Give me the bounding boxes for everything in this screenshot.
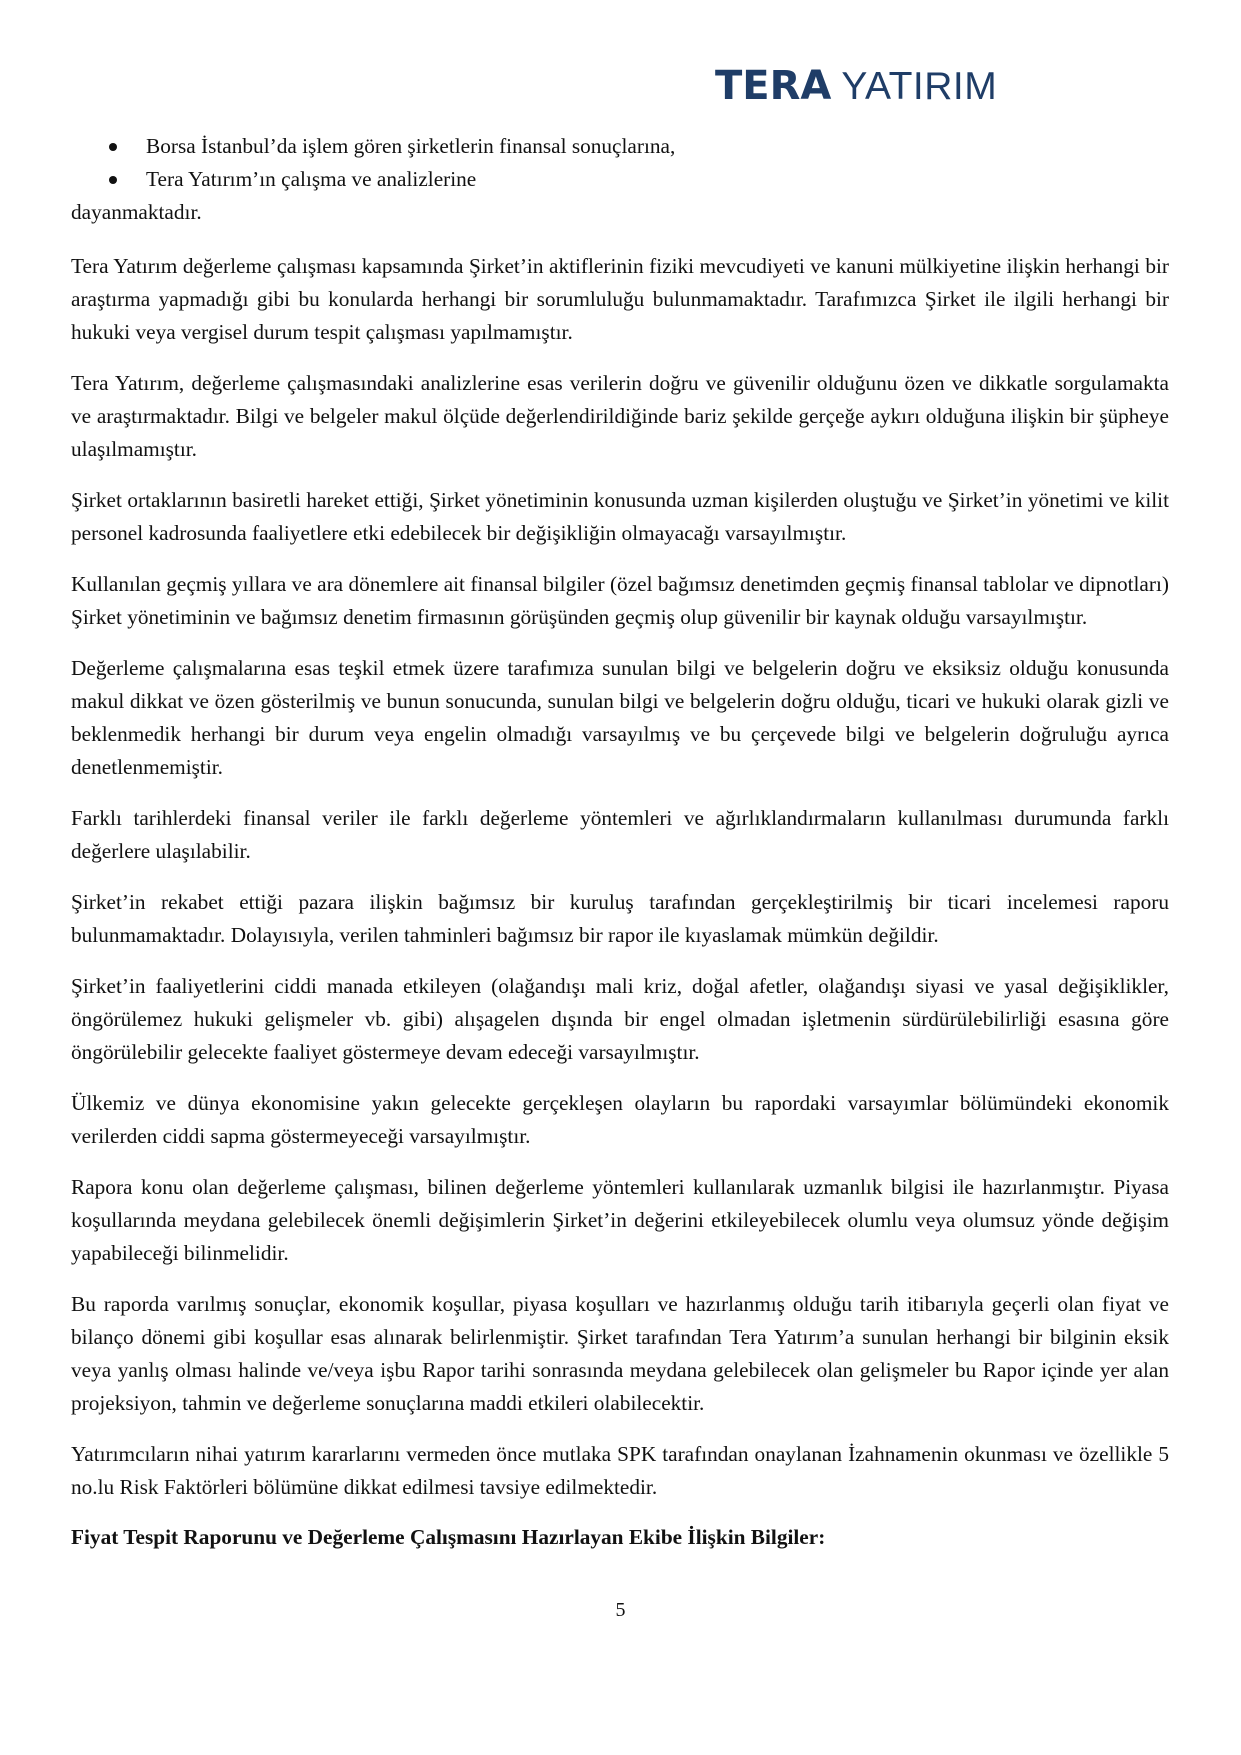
document-body	[71, 130, 1169, 1554]
paragraph-3: Şirket ortaklarının basiretli hareket ettiği, Şirket yönetiminin konusunda uzman kişilerden oluştuğu ve Şirket’in yönetimi ve kilit personel kadrosunda faaliyetlere etki edebilecek bir değişikliğin olmayacağı varsayılmıştır.	[71, 488, 1169, 545]
paragraph-4: Kullanılan geçmiş yıllara ve ara dönemlere ait finansal bilgiler (özel bağımsız denetimden geçmiş finansal tablolar ve dipnotları) Şirket yönetiminin ve bağımsız denetim firmasının görüşünden geçmiş olup güvenilir bir kaynak olduğu varsayılmıştır.	[71, 572, 1169, 629]
paragraph-2: Tera Yatırım, değerleme çalışmasındaki analizlerine esas verilerin doğru ve güvenilir olduğunu özen ve dikkatle sorgulamakta ve araştırmaktadır. Bilgi ve belgeler makul ölçüde değerlendirildiğinde bariz şekilde gerçeğe aykırı olduğuna ilişkin bir şüpheye ulaşılmamıştır.	[71, 371, 1169, 461]
paragraph-12: Yatırımcıların nihai yatırım kararlarını vermeden önce mutlaka SPK tarafından onaylanan İzahnamenin okunması ve özellikle 5 no.lu Risk Faktörleri bölümüne dikkat edilmesi tavsiye edilmektedir.	[71, 1442, 1169, 1499]
bullet-list	[71, 130, 1169, 196]
bullet-list-tail: dayanmaktadır.	[71, 200, 202, 224]
paragraph-5: Değerleme çalışmalarına esas teşkil etmek üzere tarafımıza sunulan bilgi ve belgelerin doğru ve eksiksiz olduğu konusunda makul dikkat ve özen gösterilmiş ve bunun sonucunda, sunulan bilgi ve belgelerin doğru olduğu, ticari ve hukuki olarak gizli ve beklenmedik herhangi bir durum veya engelin olmadığı varsayılmış ve bu çerçevede bilgi ve belgelerin doğruluğu ayrıca denetlenmemiştir.	[71, 656, 1169, 779]
logo-yatirim-text: YATIRIM	[841, 65, 998, 108]
bullet-icon	[109, 143, 117, 151]
paragraph-8: Şirket’in faaliyetlerini ciddi manada etkileyen (olağandışı mali kriz, doğal afetler, olağandışı siyasi ve yasal değişiklikler, öngörülemez hukuki gelişmeler vb. gibi) alışagelen dışında bir engel olmadan işletmenin sürdürülebilirliği esasına göre öngörülebilir gelecekte faaliyet göstermeye devam edeceği varsayılmıştır.	[71, 974, 1169, 1064]
paragraph-7: Şirket’in rekabet ettiği pazara ilişkin bağımsız bir kuruluş tarafından gerçekleştirilmiş bir ticari incelemesi raporu bulunmamaktadır. Dolayısıyla, verilen tahminleri bağımsız bir rapor ile kıyaslamak mümkün değildir.	[71, 890, 1169, 947]
paragraph-1: Tera Yatırım değerleme çalışması kapsamında Şirket’in aktiflerinin fiziki mevcudiyeti ve kanuni mülkiyetine ilişkin herhangi bir araştırma yapmadığı gibi bu konularda herhangi bir sorumluluğu bulunmamaktadır. Tarafımızca Şirket ile ilgili herhangi bir hukuki veya vergisel durum tespit çalışması yapılmamıştır.	[71, 254, 1169, 344]
bullet-icon	[109, 176, 117, 184]
bullet-text: Borsa İstanbul’da işlem gören şirketlerin finansal sonuçlarına,	[146, 134, 676, 158]
tera-yatirim-logo	[715, 63, 998, 109]
paragraph-6: Farklı tarihlerdeki finansal veriler ile farklı değerleme yöntemleri ve ağırlıklandırmaların kullanılması durumunda farklı değerlere ulaşılabilir.	[71, 806, 1169, 863]
paragraph-9: Ülkemiz ve dünya ekonomisine yakın gelecekte gerçekleşen olayların bu rapordaki varsayımlar bölümündeki ekonomik verilerden ciddi sapma göstermeyeceği varsayılmıştır.	[71, 1091, 1169, 1148]
paragraph-11: Bu raporda varılmış sonuçlar, ekonomik koşullar, piyasa koşulları ve hazırlanmış olduğu tarih itibarıyla geçerli olan fiyat ve bilanço dönemi gibi koşullar esas alınarak belirlenmiştir. Şirket tarafından Tera Yatırım’a sunulan herhangi bir bilginin eksik veya yanlış olması halinde ve/veya işbu Rapor tarihi sonrasında meydana gelebilecek olan gelişmeler bu Rapor içinde yer alan projeksiyon, tahmin ve değerleme sonuçlarına maddi etkileri olabilecektir.	[71, 1292, 1169, 1415]
paragraph-10: Rapora konu olan değerleme çalışması, bilinen değerleme yöntemleri kullanılarak uzmanlık bilgisi ile hazırlanmıştır. Piyasa koşullarında meydana gelebilecek önemli değişimlerin Şirket’in değerini etkileyebilecek olumlu veya olumsuz yönde değişim yapabileceği bilinmelidir.	[71, 1175, 1169, 1265]
logo-tera-text: TERA	[715, 63, 832, 109]
page-number: 5	[615, 1599, 626, 1621]
bullet-text: Tera Yatırım’ın çalışma ve analizlerine	[146, 167, 477, 191]
bullet-item	[71, 130, 1169, 163]
bullet-item	[71, 163, 1169, 196]
section-heading: Fiyat Tespit Raporunu ve Değerleme Çalışmasını Hazırlayan Ekibe İlişkin Bilgiler:	[71, 1525, 826, 1549]
